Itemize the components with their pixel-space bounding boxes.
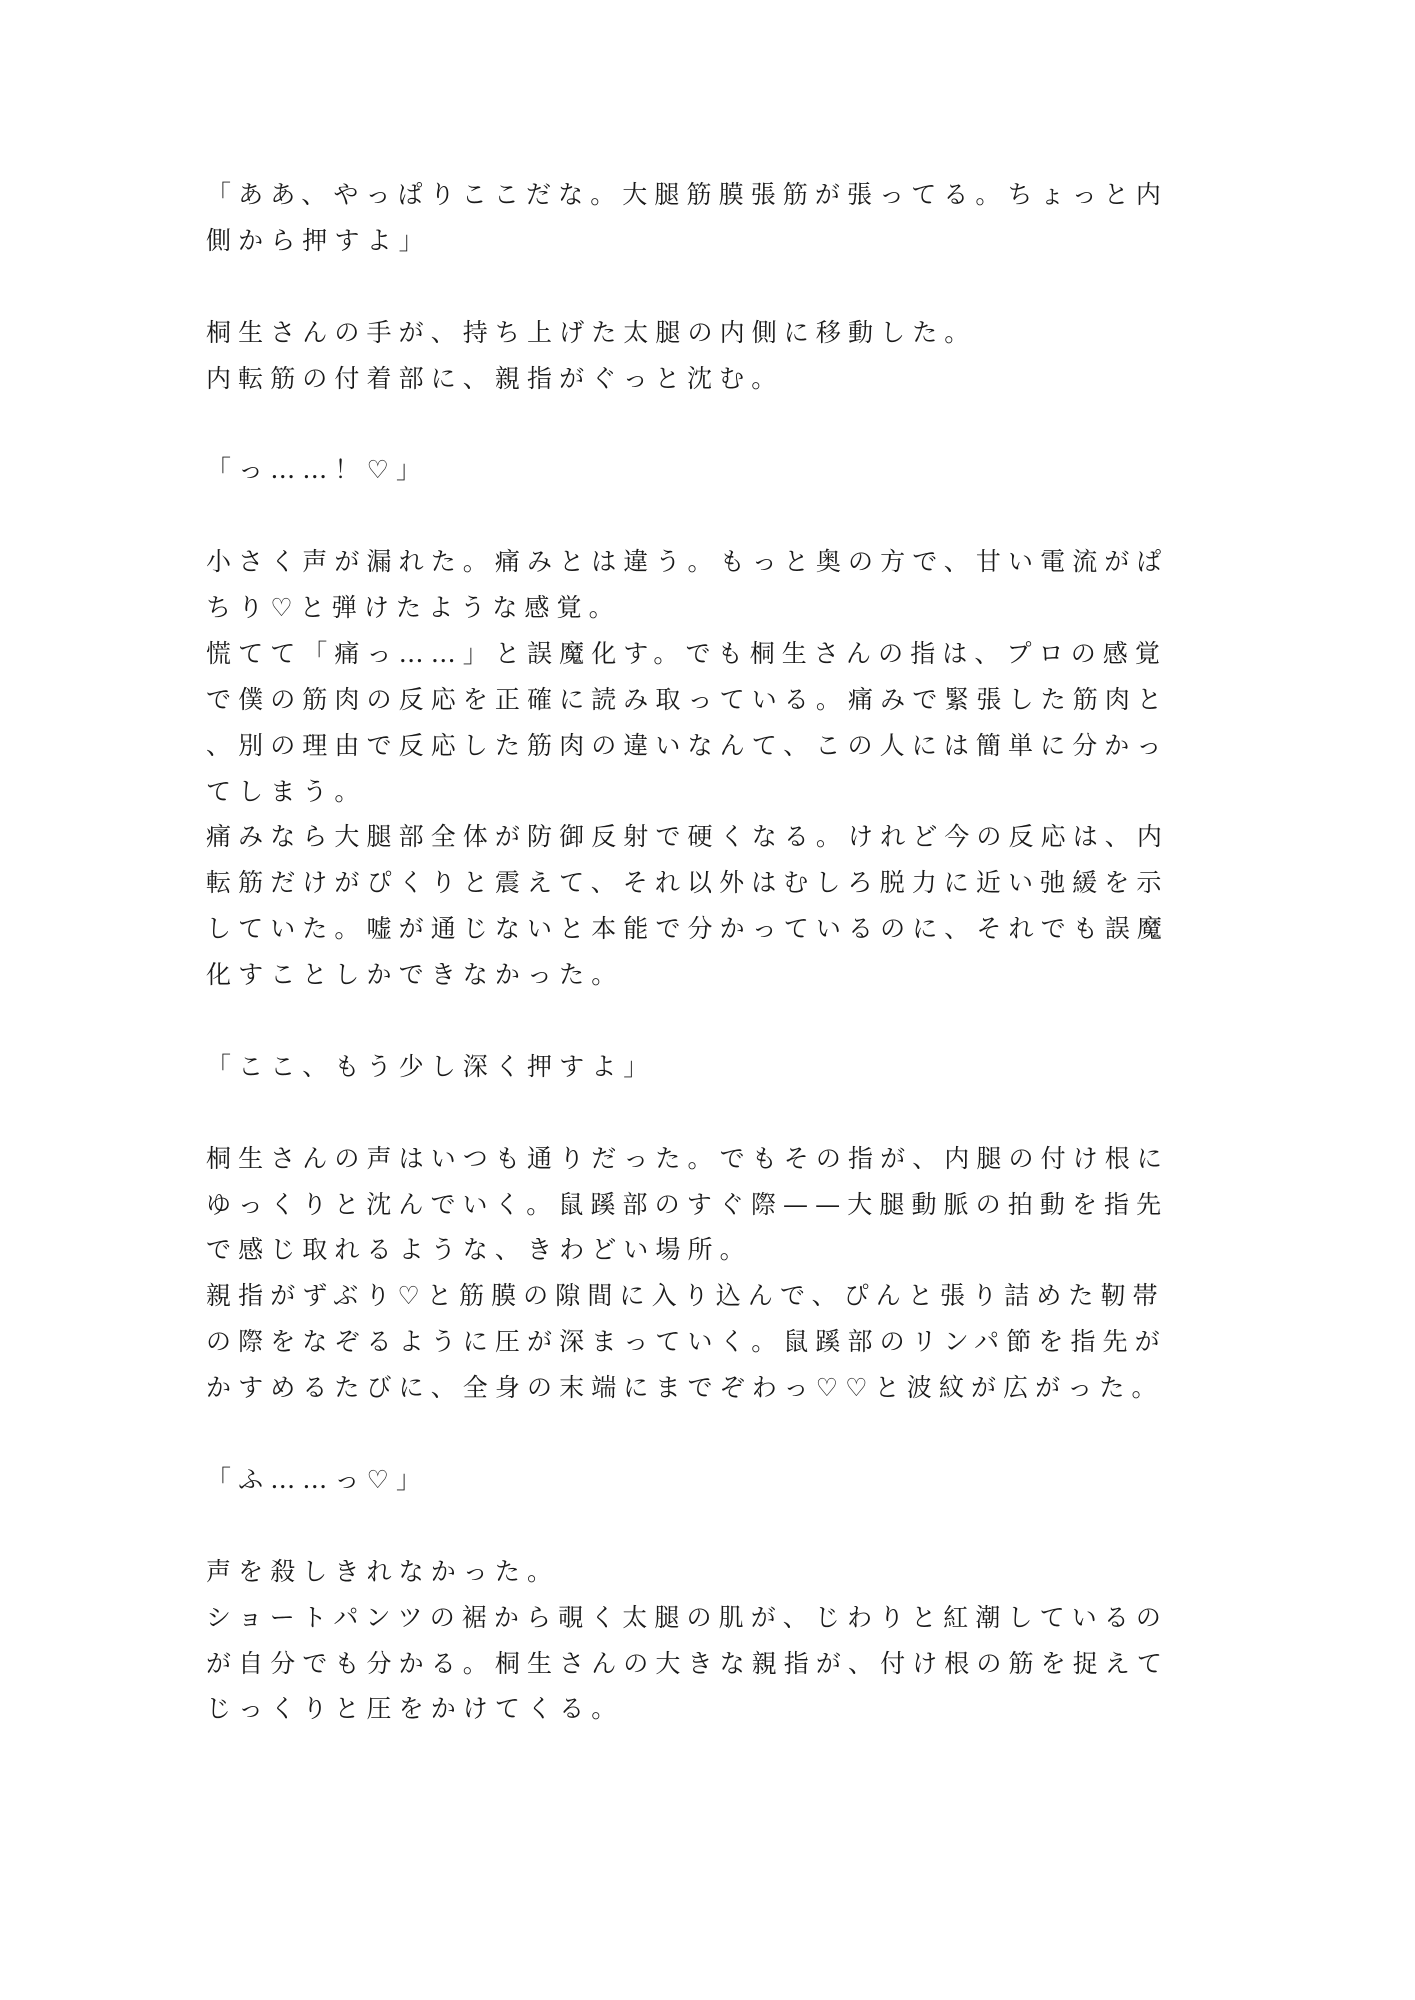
text-line: ショートパンツの裾から覗く太腿の肌が、じわりと紅潮しているの (206, 1602, 1169, 1632)
text-line: てしまう。 (206, 776, 367, 806)
text-line: 「ふ……っ♡」 (206, 1464, 429, 1494)
text-line: 内転筋の付着部に、親指がぐっと沈む。 (206, 363, 784, 393)
document-page (206, 172, 1186, 1732)
blank-line (206, 1090, 1186, 1136)
blank-line (206, 1411, 1186, 1457)
text-line: 痛みなら大腿部全体が防御反射で硬くなる。けれど今の反応は、内 (206, 822, 1170, 852)
text-line: じっくりと圧をかけてくる。 (206, 1694, 624, 1724)
text-line: ちり♡と弾けたような感覚。 (206, 593, 621, 623)
text-line: の際をなぞるように圧が深まっていく。鼠蹊部のリンパ節を指先が (206, 1327, 1167, 1357)
text-line: 側から押すよ」 (206, 225, 431, 255)
text-line: 「ああ、やっぱりここだな。大腿筋膜張筋が張ってる。ちょっと内 (206, 180, 1169, 209)
text-line: ゆっくりと沈んでいく。鼠蹊部のすぐ際——大腿動脈の拍動を指先 (206, 1189, 1169, 1219)
blank-line (206, 493, 1186, 539)
text-line: で感じ取れるような、きわどい場所。 (206, 1235, 752, 1265)
text-line: が自分でも分かる。桐生さんの大きな親指が、付け根の筋を捉えて (206, 1648, 1170, 1678)
blank-line (206, 401, 1186, 447)
blank-line (206, 264, 1186, 310)
text-line: 桐生さんの手が、持ち上げた太腿の内側に移動した。 (206, 317, 977, 347)
text-line: 桐生さんの声はいつも通りだった。でもその指が、内腿の付け根に (206, 1143, 1170, 1173)
text-line: していた。嘘が通じないと本能で分かっているのに、それでも誤魔 (206, 914, 1170, 944)
text-line: で僕の筋肉の反応を正確に読み取っている。痛みで緊張した筋肉と (206, 684, 1170, 714)
blank-line (206, 998, 1186, 1044)
text-line: 転筋だけがぴくりと震えて、それ以外はむしろ脱力に近い弛緩を示 (206, 868, 1169, 898)
text-line: 、別の理由で反応した筋肉の違いなんて、この人には簡単に分かっ (206, 730, 1169, 760)
text-line: 化すことしかできなかった。 (206, 960, 624, 990)
text-line: 親指がずぶり♡と筋膜の隙間に入り込んで、ぴんと張り詰めた靭帯 (206, 1281, 1165, 1311)
text-line: 小さく声が漏れた。痛みとは違う。もっと奥の方で、甘い電流がぱ (206, 547, 1169, 577)
text-line: 声を殺しきれなかった。 (206, 1556, 560, 1586)
text-line: かすめるたびに、全身の末端にまでぞわっ♡♡と波紋が広がった。 (206, 1373, 1164, 1403)
text-line: 「っ……！♡」 (206, 455, 429, 485)
text-line: 「ここ、もう少し深く押すよ」 (206, 1051, 656, 1081)
blank-line (206, 1503, 1186, 1549)
text-line: 慌てて「痛っ……」と誤魔化す。でも桐生さんの指は、プロの感覚 (206, 638, 1168, 668)
